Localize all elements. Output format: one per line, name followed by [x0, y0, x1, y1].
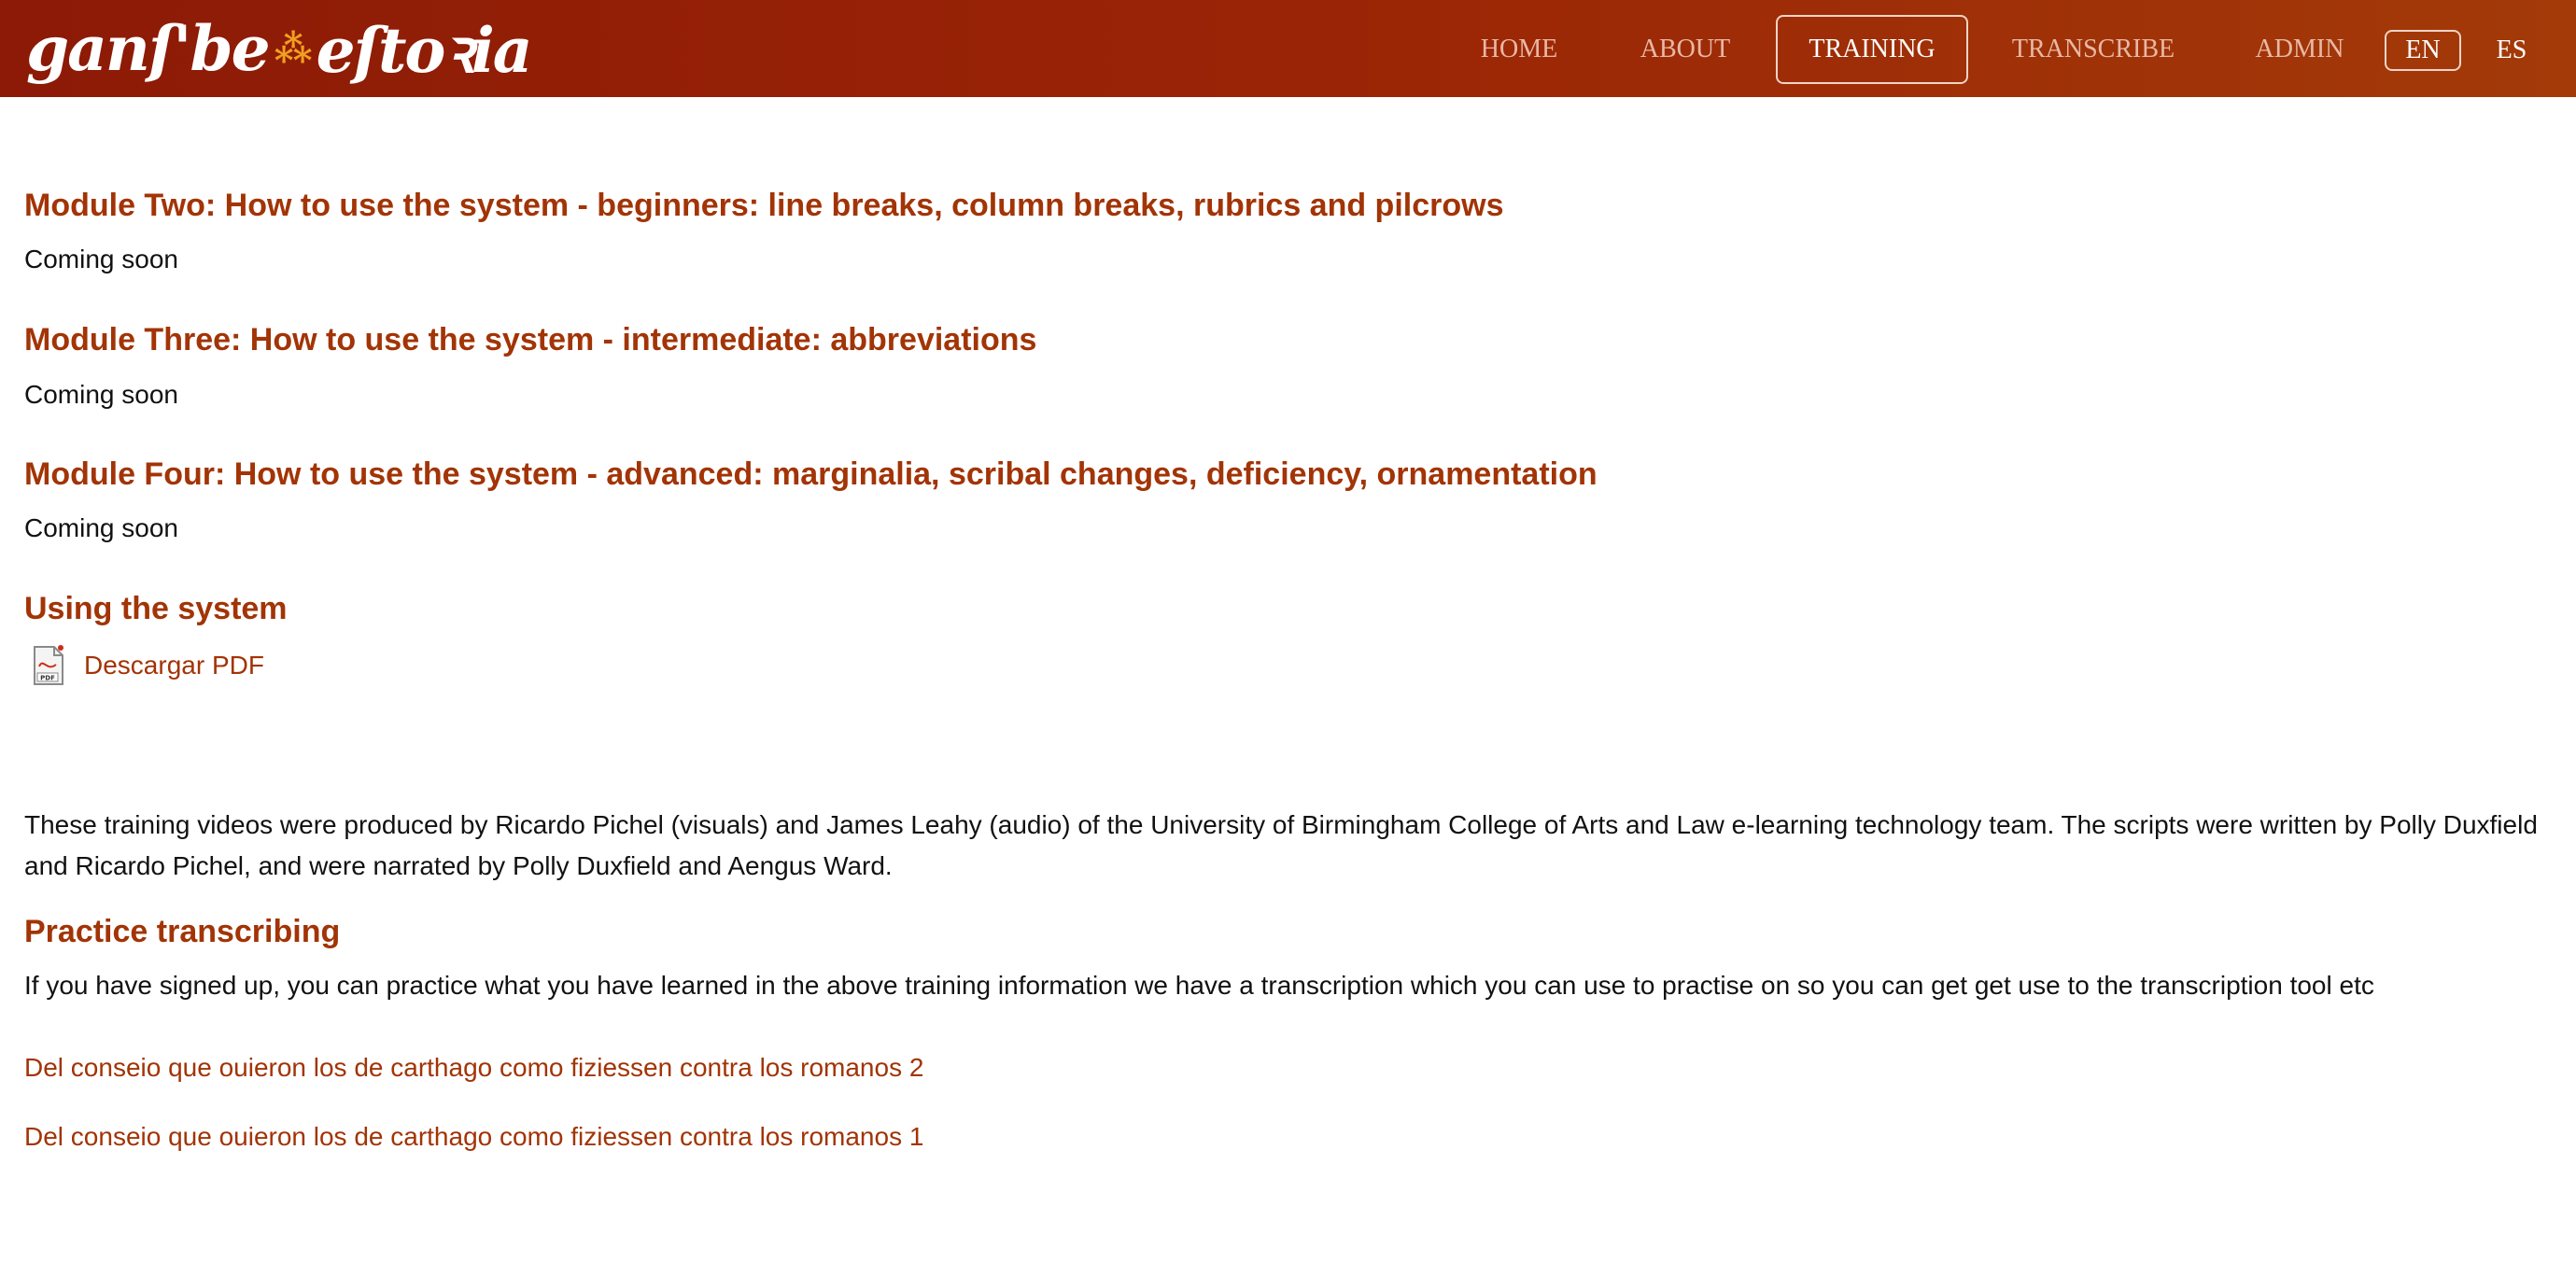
- pdf-file-icon: [32, 644, 65, 687]
- logo-text-left: ganſ'be: [26, 12, 269, 85]
- nav-home[interactable]: HOME: [1480, 35, 1558, 63]
- pdf-download-row[interactable]: [32, 642, 264, 689]
- practice-description: If you have signed up, you can practice what you have learned in the above training information we have a transcription which you can use to practise on so you can get get use to the transcription tool etc: [24, 971, 2374, 1000]
- practice-title: Practice transcribing: [24, 914, 341, 949]
- svg-text:PDF: PDF: [40, 674, 55, 682]
- credits-text: These training videos were produced by Ricardo Pichel (visuals) and James Leahy (audio) of the University of Birmingham College of Arts and Law e-learning technology team. The scripts were written by Polly Duxfield and Ricardo Pichel, and were narrated by Polly Duxfield and Aengus Ward.: [24, 810, 2538, 880]
- language-en[interactable]: EN: [2385, 30, 2461, 71]
- module-four-status: Coming soon: [24, 513, 178, 542]
- module-three-status: Coming soon: [24, 380, 178, 409]
- module-four-title: Module Four: How to use the system - advanced: marginalia, scribal changes, deficiency, ornamentation: [24, 456, 1598, 492]
- nav-admin[interactable]: ADMIN: [2255, 35, 2344, 63]
- module-two-status: Coming soon: [24, 245, 178, 273]
- site-logo[interactable]: [26, 4, 531, 93]
- logo-dot-icon: ⁂: [274, 26, 311, 71]
- practice-link-2[interactable]: Del conseio que ouieron los de carthago como fiziessen contra los romanos 2: [24, 1053, 924, 1082]
- language-es[interactable]: ES: [2496, 35, 2527, 64]
- module-two-title: Module Two: How to use the system - beginners: line breaks, column breaks, rubrics and pilcrows: [24, 188, 1504, 223]
- download-pdf-link[interactable]: Descargar PDF: [84, 651, 264, 680]
- nav-about[interactable]: ABOUT: [1640, 35, 1731, 63]
- practice-link-1[interactable]: Del conseio que ouieron los de carthago como fiziessen contra los romanos 1: [24, 1122, 924, 1151]
- using-system-title: Using the system: [24, 591, 288, 626]
- module-three-title: Module Three: How to use the system - intermediate: abbreviations: [24, 322, 1037, 358]
- logo-text-right: eſtoꝛia: [316, 14, 531, 87]
- nav-transcribe[interactable]: TRANSCRIBE: [2011, 35, 2175, 63]
- top-navbar: [0, 0, 2576, 97]
- nav-training[interactable]: TRAINING: [1776, 15, 1968, 84]
